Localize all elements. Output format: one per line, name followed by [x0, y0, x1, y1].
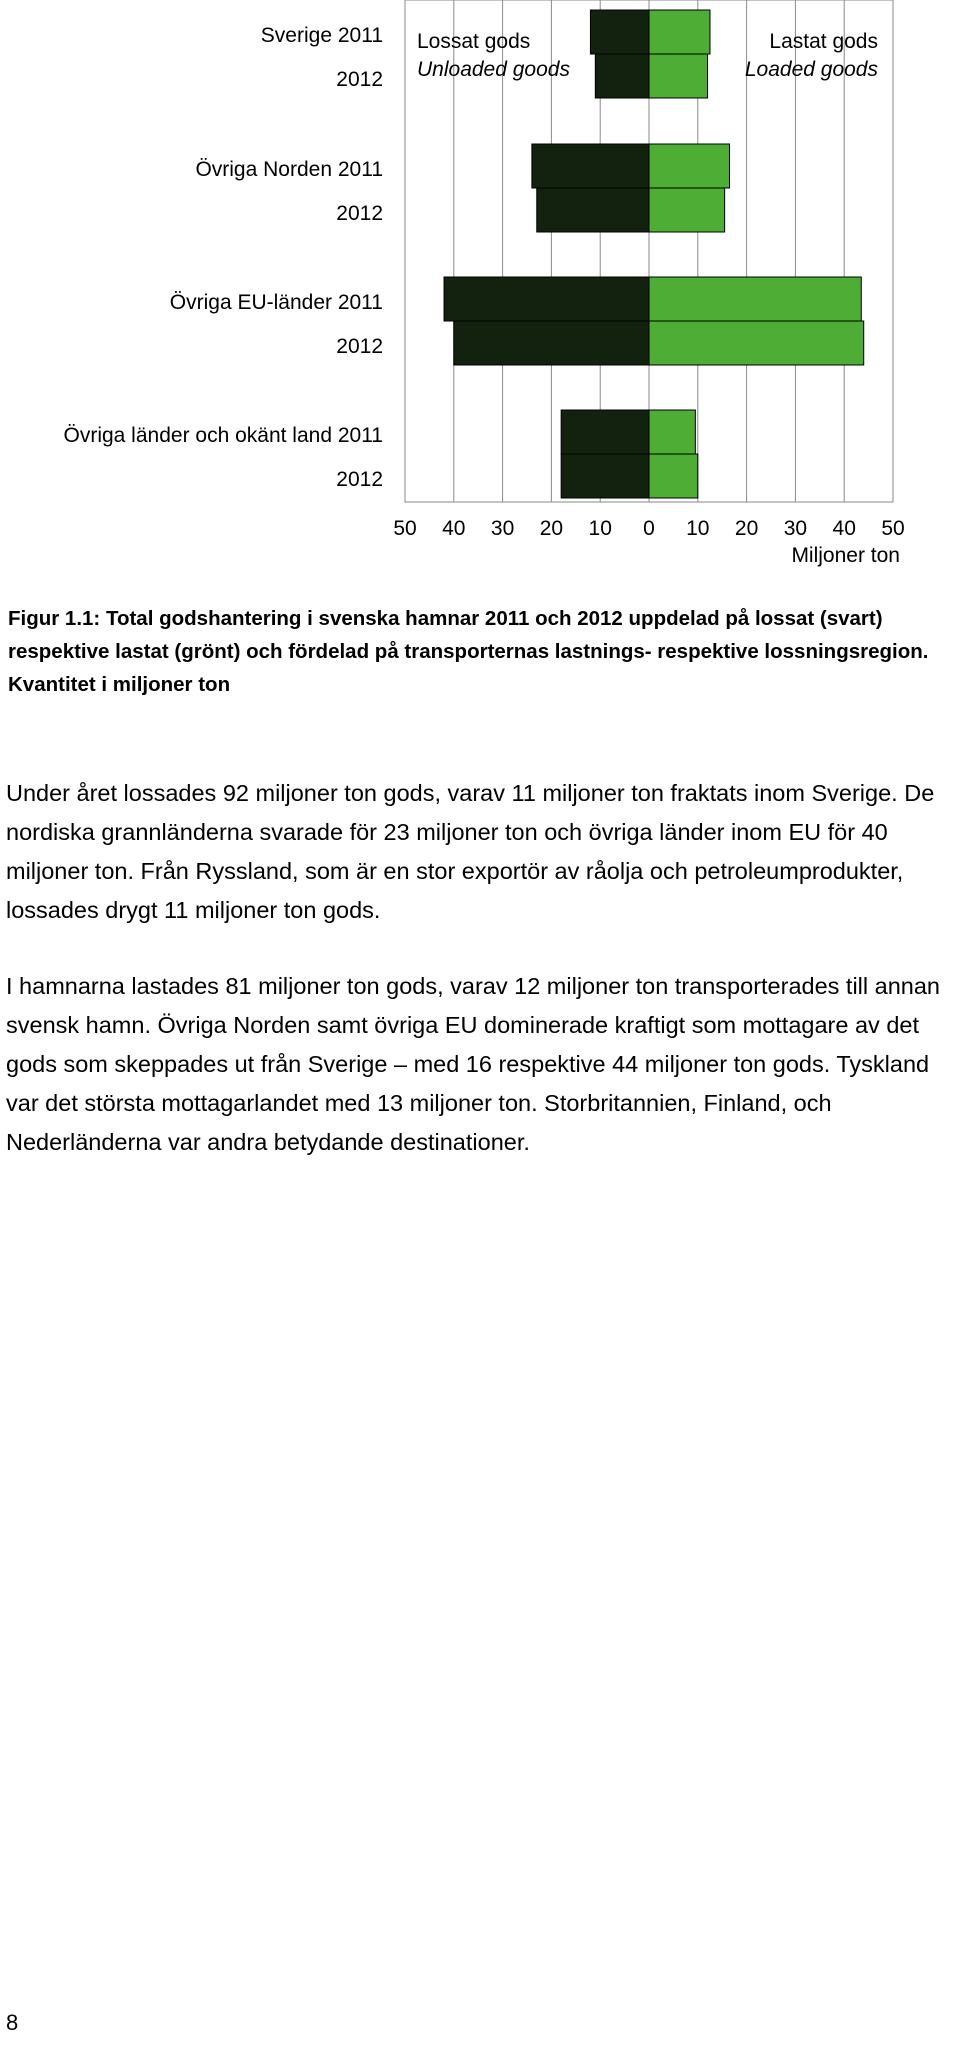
bar-loaded [649, 188, 725, 232]
body-paragraph-1: Under året lossades 92 miljoner ton gods, varav 11 miljoner ton fraktats inom Sverige. De nordiska grannländerna svarade för 23 miljoner ton och övriga länder inom EU för 40 miljoner ton. Från Ryssland, som är en stor exportör av råolja och petroleumprodukter, lossades drygt 11 miljoner ton gods. [6, 780, 935, 923]
x-tick-label: 20 [539, 517, 564, 540]
category-label: 2012 [336, 68, 383, 91]
bar-loaded [649, 277, 861, 321]
x-tick-label: 20 [734, 517, 759, 540]
bar-unloaded [561, 454, 649, 498]
bar-unloaded [532, 144, 649, 188]
legend-unloaded-label-sv: Lossat gods [417, 30, 531, 53]
bar-unloaded [561, 410, 649, 454]
category-label: Övriga Norden 2011 [195, 158, 383, 181]
x-tick-label: 10 [686, 517, 710, 540]
x-tick-label: 10 [588, 517, 612, 540]
category-label: 2012 [336, 335, 383, 358]
chart-bars [444, 10, 864, 498]
figure-caption: Figur 1.1: Total godshantering i svenska hamnar 2011 och 2012 uppdelad på lossat (svart) respektive lastat (grönt) och fördelad på transporternas lastnings- respektive lossningsregion. Kvantitet i miljoner ton [8, 607, 929, 696]
x-tick-label: 30 [490, 517, 515, 540]
butterfly-bar-chart [0, 0, 960, 590]
page-number: 8 [6, 2010, 19, 2035]
category-label: 2012 [336, 202, 383, 225]
x-tick-label: 30 [783, 517, 808, 540]
x-tick-label: 50 [393, 517, 417, 540]
legend-unloaded-label-en: Unloaded goods [417, 58, 570, 81]
bar-loaded [649, 321, 864, 365]
bar-unloaded [444, 277, 649, 321]
x-tick-label: 40 [442, 517, 466, 540]
category-label: Sverige 2011 [260, 24, 383, 47]
x-tick-label: 50 [881, 517, 905, 540]
bar-unloaded [454, 321, 649, 365]
legend-loaded-label-en: Loaded goods [744, 58, 878, 81]
x-tick-label: 40 [832, 517, 856, 540]
category-label: Övriga länder och okänt land 2011 [63, 424, 383, 447]
category-label: 2012 [336, 468, 383, 491]
bar-loaded [649, 454, 698, 498]
bar-loaded [649, 10, 710, 54]
x-axis-label: Miljoner ton [791, 544, 900, 567]
body-paragraph-2: I hamnarna lastades 81 miljoner ton gods, varav 12 miljoner ton transporterades till annan svensk hamn. Övriga Norden samt övriga EU dominerade kraftigt som mottagare av det gods som skeppades ut från Sverige – med 16 respektive 44 miljoner ton gods. Tyskland var det största mottagarlandet med 13 miljoner ton. Storbritannien, Finland, och Nederländerna var andra betydande destinationer. [6, 973, 940, 1155]
bar-unloaded [590, 10, 649, 54]
bar-unloaded [537, 188, 649, 232]
category-label: Övriga EU-länder 2011 [169, 291, 383, 314]
chart-category-labels [64, 24, 384, 491]
x-tick-label: 0 [643, 517, 655, 540]
chart-x-ticks [393, 517, 904, 540]
legend-loaded-label-sv: Lastat gods [769, 30, 878, 53]
bar-loaded [649, 410, 695, 454]
bar-loaded [649, 144, 730, 188]
bar-loaded [649, 54, 708, 98]
bar-unloaded [595, 54, 649, 98]
